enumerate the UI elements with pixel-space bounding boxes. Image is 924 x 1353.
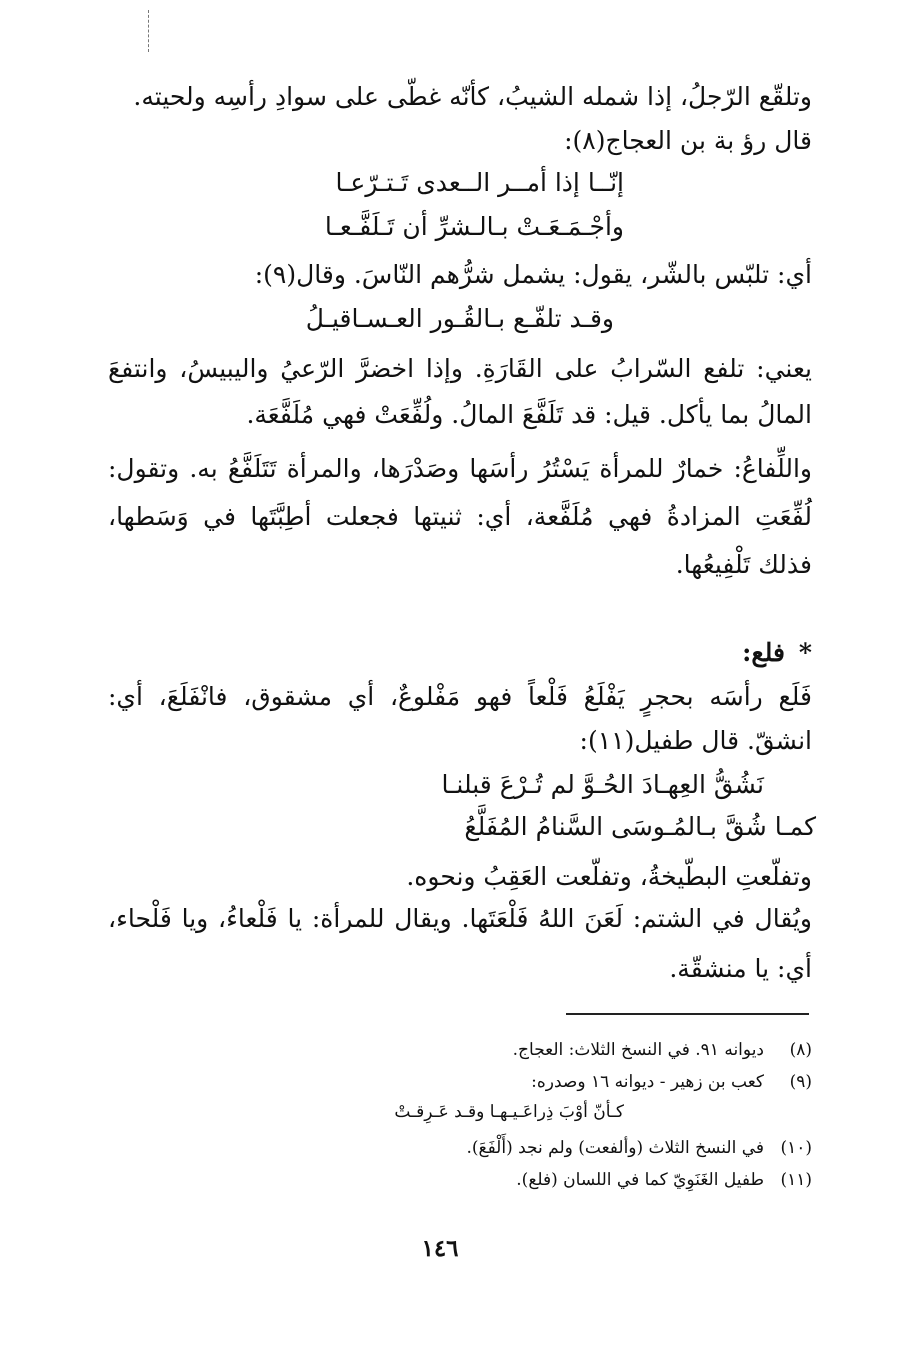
footnote-9 [531, 1070, 812, 1094]
footnote-10 [467, 1136, 813, 1160]
footnote-11 [516, 1168, 812, 1192]
page-number: ١٤٦ [421, 1235, 459, 1262]
footnote-8 [513, 1038, 812, 1062]
text-line: يعني: تلفع السّرابُ على القَارَةِ. وإذا اخضرَّ الرّعيُ واليبيسُ، وانتفعَ [108, 354, 812, 383]
text-line: وتفلّعتِ البطّيخةُ، وتفلّعت العَقِبُ ونحوه. [406, 862, 812, 891]
footnote-text: في النسخ الثلاث (وألفعت) ولم نجد (أَلْفَعَ). [466, 1138, 764, 1158]
verse-line: وأجْـمَـعَـتْ بـالـشرِّ أن تَـلَفَّـعـا [324, 212, 624, 241]
footnote-divider [566, 1013, 809, 1015]
footnote-number: (٨) [789, 1040, 812, 1060]
verse-line: كمـا شُقَّ بـالمُـوسَى السَّنامُ المُفَلَّعُ [464, 812, 816, 841]
text-line: المالُ بما يأكل. قيل: قد تَلَفَّعَ المالُ. ولُفِّعَتْ فهي مُلَفَّعَة. [246, 400, 812, 429]
text-line: أي: تلبّس بالشّر، يقول: يشمل شرُّهم النّاسَ. وقال(٩): [254, 260, 812, 289]
text-line: لُفِّعَتِ المزادةُ فهي مُلَفَّعة، أي: ثنيتها فجعلت أطِبَّتَها في وَسَطها، [108, 502, 812, 531]
text-line: وتلقّع الرّجلُ، إذا شمله الشيبُ، كأنّه غطّى على سوادِ رأسِه ولحيته. [133, 82, 812, 111]
footnote-text: كعب بن زهير - ديوانه ١٦ وصدره: [531, 1072, 764, 1092]
verse-line: وقـد تلفّـع بـالقُـور العـسـاقيـلُ [305, 304, 614, 333]
footnote-number: (١٠) [780, 1138, 812, 1158]
text-line: واللِّفاعُ: خمارٌ للمرأة يَسْتُرُ رأسَها وصَدْرَها، والمرأة تَتَلَفَّعُ به. وتقول: [108, 454, 812, 483]
margin-mark [148, 10, 151, 52]
footnote-number: (١١) [780, 1170, 812, 1190]
text-line: قال رؤ بة بن العجاج(٨): [564, 126, 812, 155]
text-line: فذلك تَلْفِيعُها. [675, 550, 812, 579]
text-line: ويُقال في الشتم: لَعَنَ اللهُ فَلْعَتَها. ويقال للمرأة: يا فَلْعاءُ، ويا فَلْحاء، [108, 904, 812, 933]
footnote-number: (٩) [789, 1072, 812, 1092]
verse-line: إنّــا إذا أمــر الــعدى تَـتـرّعـا [335, 168, 624, 197]
entry-headword: فلع: [742, 638, 785, 667]
verse-line: نَشُقُّ العِهـادَ الحُـوَّ لم تُـرْعَ قبلنـا [441, 770, 764, 799]
footnote-text: طفيل الغَنَوِيّ كما في اللسان (فلع). [516, 1170, 764, 1190]
footnote-verse: كـأنّ أوْبَ ذِراعَـيـهـا وقـد عَـرِقـتْ [394, 1102, 624, 1122]
text-line: انشقّ. قال طفيل(١١): [579, 726, 812, 755]
text-line: فَلَع رأسَه بحجرٍ يَفْلَعُ فَلْعاً فهو مَفْلوعٌ، أي مشقوق، فانْفَلَعَ، أي: [108, 682, 812, 711]
footnote-text: ديوانه ٩١. في النسخ الثلاث: العجاج. [512, 1040, 764, 1060]
entry-star-icon: * [798, 638, 812, 667]
text-line: أي: يا منشقّة. [669, 954, 812, 983]
entry-heading [742, 636, 812, 670]
